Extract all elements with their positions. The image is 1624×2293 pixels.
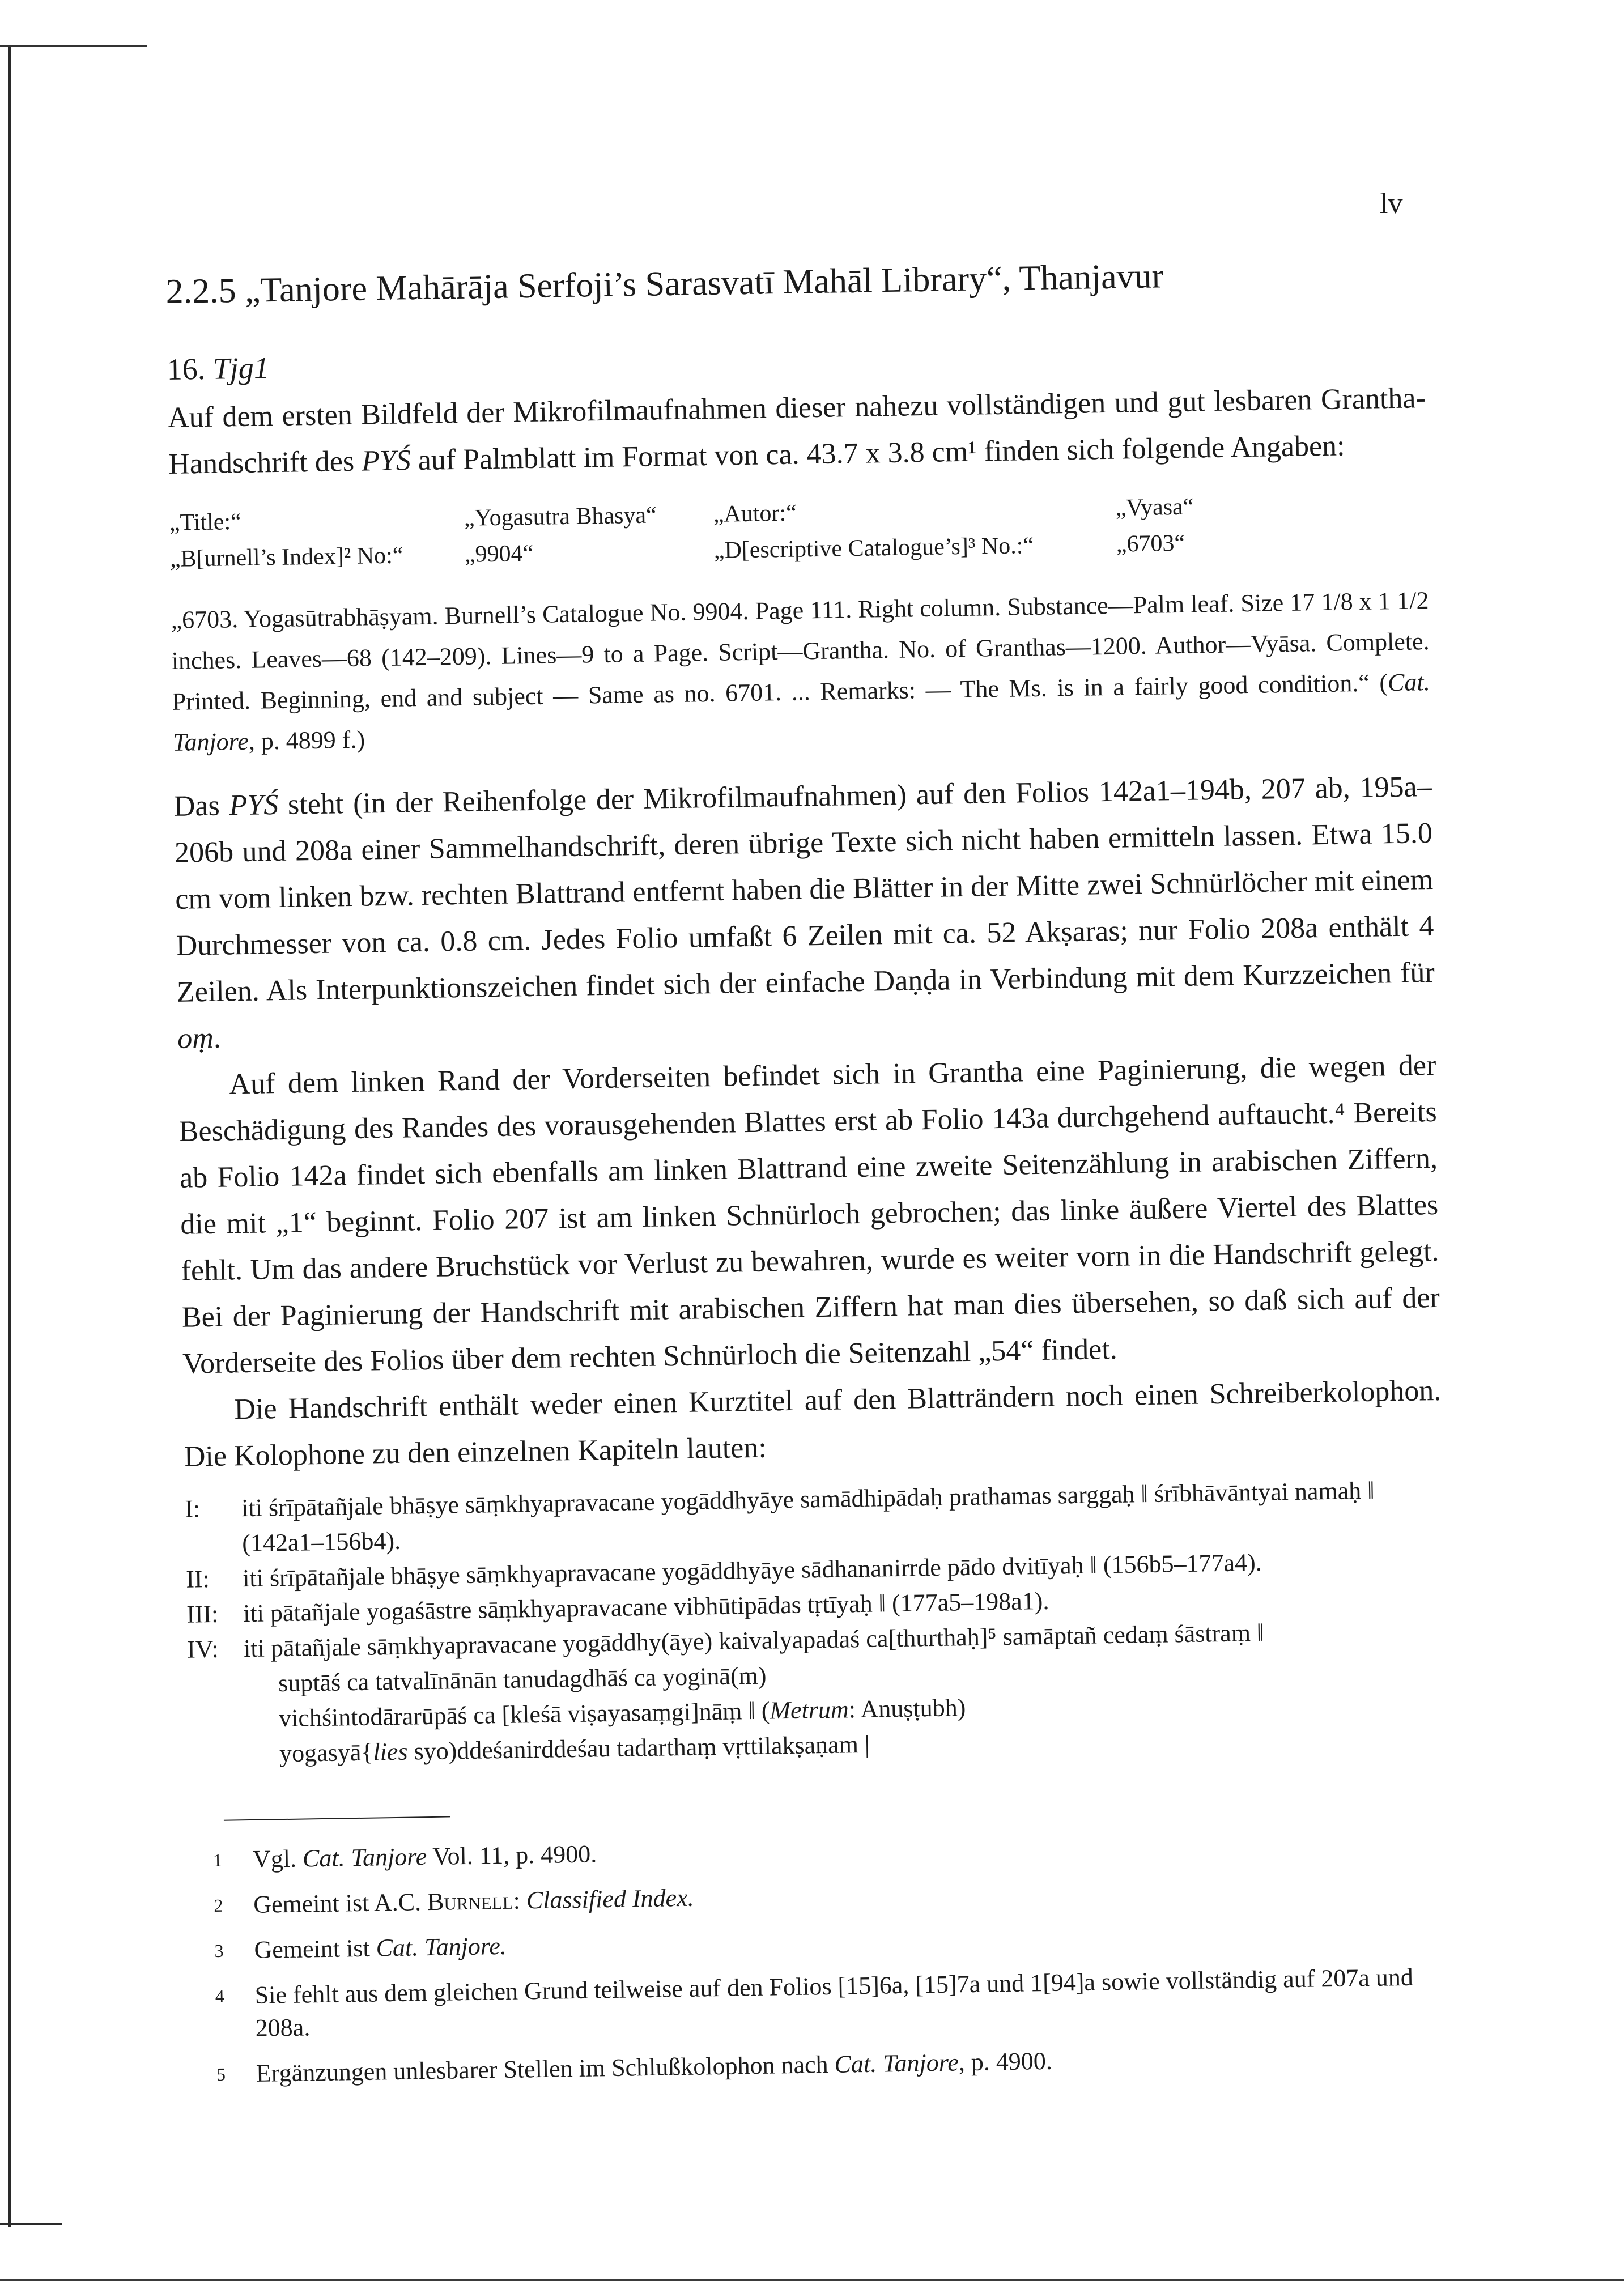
meta-cell: „Autor:“: [713, 500, 797, 527]
footnote: [192, 1915, 1450, 1968]
paragraph-3: Die Handschrift enthält weder einen Kurztitel auf den Blatträndern noch einen Schreiberkolophon. Die Kolophone zu den einzelnen Kapiteln lauten:: [184, 1374, 1442, 1473]
section-heading: 2.2.5 „Tanjore Mahārāja Serfoji’s Sarasvatī Mahāl Library“, Thanjavur: [165, 257, 1164, 311]
meta-cell: „B[urnell’s Index]² No:“: [169, 542, 403, 572]
footnote: [192, 1960, 1451, 2046]
colophon-number: III:: [186, 1599, 219, 1628]
footnote-italic: Classified Index.: [526, 1883, 694, 1915]
meta-cell: „Yogasutra Bhasya“: [464, 502, 657, 531]
colophon-number: IV:: [186, 1635, 219, 1664]
scan-edge-corner: [0, 2223, 62, 2225]
footnote-part: , p. 4900.: [958, 2047, 1053, 2077]
page-number: lv: [1380, 188, 1403, 220]
verse-line: suptāś ca tatvalīnānān tanudagdhāś ca yoginā(m): [278, 1661, 767, 1698]
colophon-list: [185, 1472, 1447, 1773]
quote-source: Cat. Tanjore: [172, 668, 1431, 756]
footnote: [190, 1824, 1449, 1877]
page-content: [165, 252, 1452, 2103]
quote-source-tail: , p. 4899 f.): [248, 725, 365, 755]
verse-italic: lies: [373, 1737, 408, 1766]
scan-edge-top: [0, 45, 147, 47]
footnote-italic: Cat. Tanjore.: [376, 1932, 507, 1962]
scan-edge-left: [8, 45, 11, 2227]
footnote-colon: :: [513, 1886, 527, 1915]
paragraph-1: [173, 764, 1435, 1062]
footnote-number: 5: [216, 2064, 226, 2084]
footnote-number: 4: [215, 1985, 225, 2006]
metadata-table: [169, 485, 1428, 577]
footnote-text: [253, 1870, 1449, 1921]
footnote-italic: Cat. Tanjore: [834, 2048, 959, 2078]
colophon-text: iti pātañjale sāṃkhyapravacane yogāddhy(āye) kaivalyapadaś ca[thurthaḥ]⁵ samāptañ cedaṃ śāstraṃ ‖: [243, 1618, 1264, 1663]
footnote-number: 2: [214, 1895, 223, 1916]
colophon-text: iti śrīpātañjale bhāṣye sāṃkhyapravacane yogāddhyāye sādhananirrde pādo dvitīyaḥ ‖ (156b5–177a4).: [242, 1548, 1262, 1593]
footnote: [191, 1870, 1449, 1922]
intro-part: Auf dem ersten Bildfeld der Mikrofilmaufnahmen dieser nahezu vollständigen und gut lesbaren Grantha-Handschrift des: [167, 382, 1426, 480]
meta-cell: „Title:“: [169, 508, 242, 536]
colophon-number: I:: [184, 1495, 201, 1523]
meta-cell: „D[escriptive Catalogue’s]³ No.:“: [713, 532, 1034, 564]
entry-siglum: Tjg1: [212, 351, 270, 386]
paragraph-text: steht (in der Reihenfolge der Mikrofilmaufnahmen) auf den Folios 142a1–194b, 207 ab, 195a–206b und 208a einer Sammelhandschrift, deren übrige Texte sich nicht haben ermitteln lassen. Etwa 15.0 cm vom linken bzw. rechten Blattrand entfernt haben die Blätter in der Mitte zwei Schnürlöcher mit einem Durchmesser von ca. 0.8 cm. Jedes Folio umfaßt 6 Zeilen mit ca. 52 Akṣaras; nur Folio 208a enthält 4 Zeilen. Als Interpunktionszeichen findet sich der einfache Daṇḍa in Verbindung mit dem Kurzzeichen für: [174, 771, 1435, 1009]
meta-cell: „6703“: [1116, 530, 1185, 558]
footnote-text: Sie fehlt aus dem gleichen Grund teilweise auf den Folios [15]6a, [15]7a und 1[94]a sowie vollständig auf 207a und 208a.: [254, 1963, 1414, 2042]
footnote-part: Vol. 11, p. 4900.: [426, 1840, 597, 1871]
footnote-part: Vgl.: [252, 1844, 303, 1873]
paragraph-text: .: [213, 1022, 222, 1054]
footnote-part: Gemeint ist: [254, 1934, 376, 1964]
footnote-part: Ergänzungen unlesbarer Stellen im Schlußkolophon nach: [256, 2050, 835, 2087]
entry-intro: [167, 375, 1426, 488]
meta-cell: „9904“: [464, 540, 534, 568]
paragraph-text: Das: [173, 789, 229, 823]
meta-cell: „Vyasa“: [1115, 494, 1194, 521]
footnote-italic: Cat. Tanjore: [302, 1843, 427, 1873]
colophon-text: iti pātañjale yogaśāstre sāṃkhyapravacane vibhūtipādas tṛtīyaḥ ‖ (177a5–198a1).: [243, 1586, 1049, 1628]
verse-italic: Metrum: [770, 1695, 849, 1725]
intro-part: auf Palmblatt im Format von ca. 43.7 x 3.8 cm¹ finden sich folgende Angaben:: [410, 429, 1345, 477]
paragraph-italic: oṃ: [177, 1022, 214, 1055]
verse-text: syo)ddeśanirddeśau tadarthaṃ vṛttilakṣaṇam |: [407, 1730, 870, 1766]
colophon-number: II:: [185, 1565, 210, 1593]
footnote-number: 1: [212, 1849, 223, 1871]
entry-number: 16.: [167, 351, 206, 386]
verse-text: vichśintodārarūpāś ca [kleśā viṣayasaṃgi]nāṃ ‖ (: [278, 1696, 770, 1733]
footnote: [194, 2039, 1452, 2091]
colophon-text: iti śrīpātañjale bhāṣye sāṃkhyapravacane yogāddhyāye samādhipādaḥ prathamas sarggaḥ ‖ śrībhāvāntyai namaḥ ‖ (142a1–156b4).: [241, 1476, 1375, 1558]
footnote-separator: [224, 1816, 450, 1820]
footnotes: [190, 1824, 1452, 2091]
paragraph-italic: PYŚ: [229, 788, 279, 822]
footnote-text: [254, 1915, 1450, 1967]
footnote-text: [253, 1824, 1449, 1876]
scan-edge-bottom: [0, 2279, 1624, 2281]
footnote-number: 3: [214, 1940, 224, 1962]
catalogue-quote: [171, 580, 1431, 763]
footnote-author: Burnell: [427, 1886, 513, 1916]
verse-text: yogasyā{: [279, 1738, 373, 1768]
verse-text: : Anuṣṭubh): [848, 1694, 966, 1724]
paragraph-2: Auf dem linken Rand der Vorderseiten befindet sich in Grantha eine Paginierung, die wegen der Beschädigung des Randes des vorausgehenden Blattes erst ab Folio 143a durchgehend auftaucht.⁴ Bereits ab Folio 142a findet sich ebenfalls am linken Blattrand eine zweite Seitenzählung in arabischen Ziffern, die mit „1“ beginnt. Folio 207 ist am linken Schnürloch gebrochen; das linke äußere Viertel des Blattes fehlt. Um das andere Bruchstück vor Verlust zu bewahren, wurde es weiter vorn in die Handschrift gelegt. Bei der Paginierung der Handschrift mit arabischen Ziffern hat man dies übersehen, so daß sich auf der Vorderseite des Folios über dem rechten Schnürloch die Seitenzahl „54“ findet.: [178, 1049, 1440, 1380]
intro-work-abbrev: PYŚ: [361, 444, 411, 478]
quote-text: „6703. Yogasūtrabhāṣyam. Burnell’s Catalogue No. 9904. Page 111. Right column. Substance—Palm leaf. Size 17 1/8 x 1 1/2 inches. Leaves—68 (142–209). Lines—9 to a Page. Script—Grantha. No. of Granthas—1200. Author—Vyāsa. Complete. Printed. Beginning, end and subject — Same as no. 6701. ... Remarks: — The Ms. is in a fairly good condition.“ (: [171, 586, 1430, 716]
footnote-part: Gemeint ist A.C.: [253, 1888, 428, 1918]
footnote-text: [256, 2039, 1452, 2090]
